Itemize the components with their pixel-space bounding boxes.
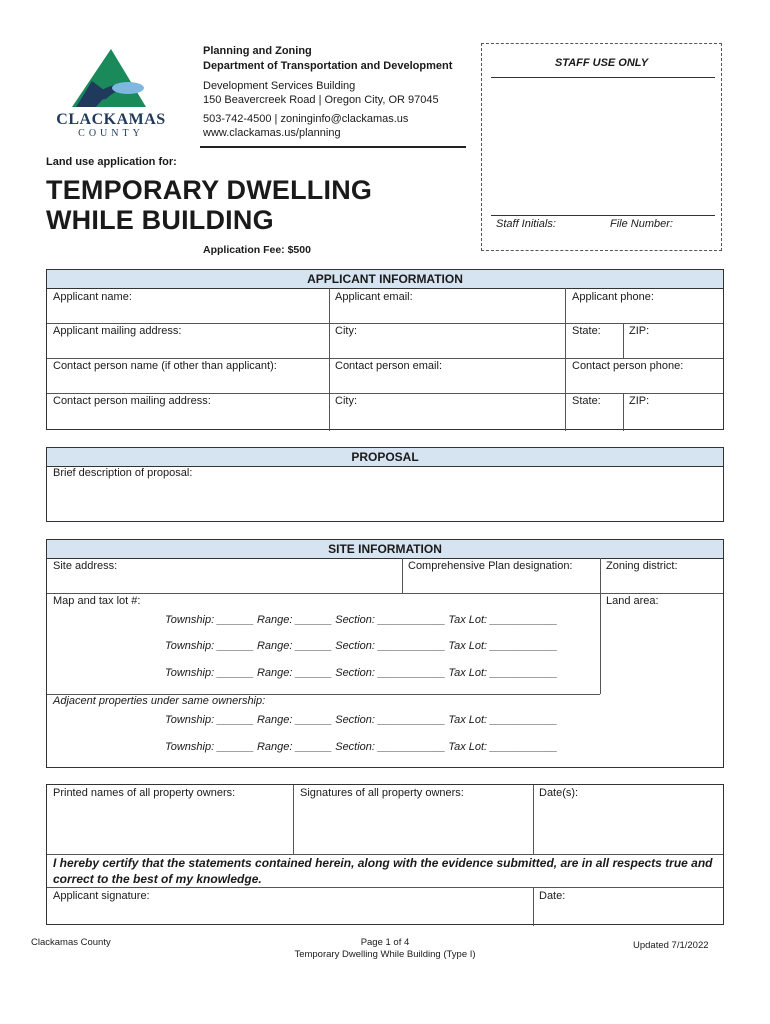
contact-zip-field[interactable]: ZIP: [629,395,650,407]
applicant-state-field[interactable]: State: [572,325,601,337]
county-logo [46,45,176,140]
proposal-section [46,447,724,522]
agency-building: Development Services Building [203,80,356,92]
footer-county: Clackamas County [31,937,111,948]
land-area-field[interactable]: Land area: [606,595,659,607]
contact-email-field[interactable]: Contact person email: [335,360,442,372]
logo-wordmark: CLACKAMAS [56,111,166,128]
adjacent-township-line[interactable]: Township: ______ Range: ______ Section: ___________ Tax Lot: ___________ [165,714,558,726]
map-tax-lot-label: Map and tax lot #: [53,595,141,607]
agency-address: 150 Beavercreek Road | Oregon City, OR 97045 [203,94,439,106]
applicant-heading: APPLICANT INFORMATION [47,270,723,289]
printed-names-field[interactable]: Printed names of all property owners: [53,787,236,799]
applicant-signature-field[interactable]: Applicant signature: [53,890,150,902]
zoning-district-field[interactable]: Zoning district: [606,560,678,572]
owners-section [46,784,724,925]
mountain-logo-icon [46,45,176,115]
page-title [46,175,372,235]
signature-date-field[interactable]: Date: [539,890,566,902]
owner-signatures-field[interactable]: Signatures of all property owners: [300,787,464,799]
proposal-description-field[interactable]: Brief description of proposal: [53,467,193,479]
township-line[interactable]: Township: ______ Range: ______ Section: ___________ Tax Lot: ___________ [165,667,558,679]
applicant-email-field[interactable]: Applicant email: [335,291,413,303]
applicant-mailing-field[interactable]: Applicant mailing address: [53,325,182,337]
agency-line1: Planning and Zoning [203,45,312,57]
applicant-section [46,269,724,430]
footer-updated: Updated 7/1/2022 [633,940,709,951]
title-line2: WHILE BUILDING [46,205,274,235]
site-address-field[interactable]: Site address: [53,560,118,572]
title-line1: TEMPORARY DWELLING [46,175,373,205]
comp-plan-field[interactable]: Comprehensive Plan designation: [408,560,573,572]
applicant-city-field[interactable]: City: [335,325,357,337]
agency-line2: Department of Transportation and Development [203,60,453,72]
header-divider [200,146,466,148]
township-line[interactable]: Township: ______ Range: ______ Section: ___________ Tax Lot: ___________ [165,640,558,652]
applicant-zip-field[interactable]: ZIP: [629,325,650,337]
contact-mailing-field[interactable]: Contact person mailing address: [53,395,211,407]
contact-city-field[interactable]: City: [335,395,357,407]
site-heading: SITE INFORMATION [47,540,723,559]
contact-phone-field[interactable]: Contact person phone: [572,360,684,372]
land-use-label: Land use application for: [46,156,177,168]
adjacent-properties-label: Adjacent properties under same ownership: [53,695,266,707]
footer-subtitle: Temporary Dwelling While Building (Type I) [294,949,476,960]
staff-initials[interactable]: Staff Initials: [496,218,556,230]
agency-contact: 503-742-4500 | zoninginfo@clackamas.us [203,113,409,125]
staff-use-box [481,43,722,251]
certification-statement: I hereby certify that the statements contained herein, along with the evidence submitted, are in all respects true and correct to the best of my knowledge. [53,856,713,886]
contact-name-field[interactable]: Contact person name (if other than applicant): [53,360,277,372]
applicant-name-field[interactable]: Applicant name: [53,291,132,303]
contact-state-field[interactable]: State: [572,395,601,407]
proposal-heading: PROPOSAL [47,448,723,467]
staff-title: STAFF USE ONLY [554,57,649,69]
applicant-phone-field[interactable]: Applicant phone: [572,291,654,303]
adjacent-township-line[interactable]: Township: ______ Range: ______ Section: ___________ Tax Lot: ___________ [165,741,558,753]
owner-dates-field[interactable]: Date(s): [539,787,579,799]
logo-subtitle: COUNTY [78,128,144,139]
township-line[interactable]: Township: ______ Range: ______ Section: ___________ Tax Lot: ___________ [165,614,558,626]
file-number[interactable]: File Number: [610,218,673,230]
staff-rule-top [491,77,715,78]
footer-page: Page 1 of 4 [360,937,410,948]
agency-website: www.clackamas.us/planning [203,127,341,139]
site-section [46,539,724,768]
staff-rule-bottom [491,215,715,216]
application-fee: Application Fee: $500 [203,244,311,256]
